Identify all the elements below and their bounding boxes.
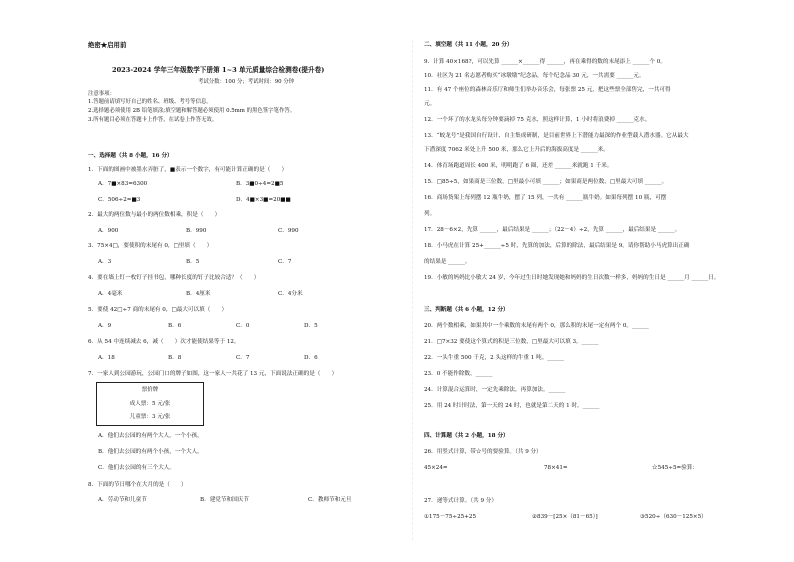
question-20: 20．两个数相乘，如果其中一个乘数的末尾有两个 0，那么积的末尾一定有两个 0。______ — [424, 323, 649, 329]
option-a[interactable]: A．劳动节和儿童节 — [98, 497, 147, 503]
expression-item: ②839－[25×（81－65）] — [532, 514, 598, 520]
question-17: 17．28－6×2，先算 ______，最后结果是 ______；（22－4）÷2，先算 ______，最后结果是 ______。 — [424, 227, 681, 233]
question-26: 26．用竖式计算，带☆号的要验算。（共 9 分） — [424, 449, 542, 455]
option-a[interactable]: A．18 — [98, 355, 115, 361]
note-item: 2.选择题必须使用 2B 铅笔填涂;填空题和解答题必须使用 0.5mm 的黑色签字笔作答。 — [88, 108, 296, 114]
column-divider — [412, 40, 413, 540]
expression-item: ③520÷（630－125×5） — [640, 514, 707, 520]
question-27: 27．递等式计算。（共 9 分） — [424, 498, 497, 504]
calc-item: 78×41= — [544, 465, 568, 471]
question-stem: 8．下面的节日哪个在大月的是（ ） — [88, 482, 187, 488]
note-item: 1.答题前请填写好自己的姓名、班级、考号等信息。 — [88, 99, 212, 105]
question-13-cont: 下潜深度 7062 米处上升 500 米，那么它上升后的海拔高度是 ______米。 — [424, 147, 609, 153]
option-d[interactable]: D．6 — [304, 355, 318, 361]
option-a[interactable]: A．4毫米 — [98, 291, 123, 297]
adult-ticket-price: 成人票：5 元/张 — [129, 401, 171, 407]
note-item: 3.所有题目必须在答题卡上作答，在试卷上作答无效。 — [88, 117, 218, 123]
section-title-judge: 三、判断题（共 6 小题，12 分） — [424, 307, 509, 313]
option-b[interactable]: B．8 — [168, 355, 182, 361]
option-b[interactable]: B．990 — [186, 228, 207, 234]
calc-item: 45×24= — [424, 465, 448, 471]
option-b[interactable]: B．6 — [168, 323, 182, 329]
question-14: 14．体育场跑道周长 400 米，明明跑了 6 圈，还差 ______米就跑 1 千米。 — [424, 163, 613, 169]
ticket-board-title: 票价牌 — [141, 387, 159, 393]
option-c[interactable]: C．教师节和元旦 — [308, 497, 352, 503]
option-c[interactable]: C．506÷2=■3 — [98, 197, 141, 203]
option-a[interactable]: A．900 — [98, 228, 119, 234]
question-10: 10．社区为 21 名志愿者购买“冰墩墩”纪念品，每个纪念品 30 元，一共需要 ______元。 — [424, 73, 645, 79]
question-11: 11．有 47 个座位的森林音乐厅和师生们举办音乐会，每张票 25 元，把这些票全部售完，一共可得 — [424, 87, 671, 93]
question-12: 12．一个坏了的水龙头每分钟要滴掉 75 克水，照这样计算，1 小时将浪费掉 ______克水。 — [424, 117, 651, 123]
question-18: 18．小马虎在计算 25+______÷5 时，先算的加法，后算的除法，最后结果是 9。请你帮助小马虎算出正确 — [424, 243, 690, 249]
ticket-price-board — [96, 382, 204, 426]
option-c[interactable]: C．7 — [236, 355, 250, 361]
option-a[interactable]: A．他们去公园的有两个大人，一个小孩。 — [98, 433, 203, 439]
option-b[interactable]: B．3■0÷4=2■5 — [236, 181, 284, 187]
question-stem: 7．一家人到公园游玩，公园门口的牌子如图，这一家人一共花了 13 元，下面说法正确的是（ ） — [88, 371, 338, 377]
question-16: 16．商场货架上每列摆 12 瓶牛奶，摆了 15 列，一共有 ______瓶牛奶。如果每列摆 10 瓶，可摆 — [424, 195, 667, 201]
option-c[interactable]: C．990 — [278, 228, 299, 234]
option-b[interactable]: B．5 — [186, 259, 200, 265]
question-13: 13．“蛟龙号”是我国自行设计、自主集成研制，是目前世界上下潜能力最深的作业型载人潜水器。它从最大 — [424, 133, 689, 139]
calc-item: ☆545÷5=验算： — [652, 465, 698, 471]
child-ticket-price: 儿童票：3 元/张 — [129, 414, 171, 420]
option-b[interactable]: B．4厘米 — [186, 291, 211, 297]
question-25: 25．用 24 时计时法，第一天的 24 时，也就是第二天的 1 时。______ — [424, 403, 600, 409]
exam-info: 考试分数：100 分；考试时间：90 分钟 — [198, 79, 295, 85]
question-stem: 4．要在墙上钉一枚钉子挂书包，哪种长度的钉子比较合适？（ ） — [88, 275, 260, 281]
option-a[interactable]: A．3 — [98, 259, 112, 265]
question-stem: 5．要使 42□÷7 商的末尾有 0，□最大可以填（ ） — [88, 307, 228, 313]
question-stem: 1．下面的图画中被墨水弄脏了，■表示一个数字，有可能计算正确的是（ ） — [88, 167, 288, 173]
question-15: 15．□85÷5，如果商是三位数，□里最小可填 ______；如果商是两位数，□里最大可填 ______。 — [424, 179, 668, 185]
expression-item: ①175－75÷25+25 — [424, 514, 477, 520]
section-title-choice: 一、选择题（共 8 小题，16 分） — [88, 153, 173, 159]
question-11-cont: 元。 — [424, 101, 436, 107]
option-c[interactable]: C．他们去公园的有三个大人。 — [98, 465, 175, 471]
option-d[interactable]: D．5 — [304, 323, 318, 329]
question-stem: 6．从 54 中连续减去 6，减（ ）次才能使结果等于 12。 — [88, 339, 240, 345]
question-21: 21．□7×32 要使这个算式的积是三位数，□里最大可以填 3。______ — [424, 339, 599, 345]
question-stem: 2．最大的两位数与最小的两位数相乘，积是（ ） — [88, 212, 221, 218]
option-c[interactable]: C．7 — [278, 259, 292, 265]
question-19: 19．小敏的妈妈比小敏大 24 岁，今年过生日时她发现她和妈妈的生日次数一样多，妈妈的生日是 ______月 ______日。 — [424, 275, 720, 281]
question-22: 22．一头牛重 500 千克，2 头这样的牛重 1 吨。______ — [424, 355, 565, 361]
section-title-calc: 四、计算题（共 2 小题，18 分） — [424, 433, 509, 439]
question-stem: 3．75×4□，要使积的末尾有 0，□里填（ ） — [88, 243, 213, 249]
secret-mark: 绝密★启用前 — [88, 41, 127, 49]
option-a[interactable]: A．7■×83=6300 — [98, 181, 148, 187]
option-c[interactable]: C．0 — [236, 323, 250, 329]
question-24: 24．计算混合运算时，一定先乘除法，再算加法。______ — [424, 387, 566, 393]
question-16-cont: 列。 — [424, 211, 436, 217]
option-b[interactable]: B．建党节和国庆节 — [200, 497, 249, 503]
option-c[interactable]: C．4分米 — [278, 291, 303, 297]
section-title-fill: 二、填空题（共 11 小题，20 分） — [424, 42, 513, 48]
notes-heading: 注意事项： — [88, 91, 115, 97]
question-18-cont: 的结果是 ______。 — [424, 259, 471, 265]
exam-title: 2023-2024 学年三年级数学下册第 1~3 单元质量综合检测卷(提升卷) — [112, 66, 325, 74]
question-9: 9．计算 40×168?，可以先算 ______×______得 ______，再在乘得的数的末尾添上 ______个 0。 — [424, 59, 666, 65]
question-23: 23．0 不能作除数。______ — [424, 371, 493, 377]
option-b[interactable]: B．他们去公园的有两个小孩，一个大人。 — [98, 449, 203, 455]
option-d[interactable]: D．4■×3■=20■■ — [236, 197, 291, 203]
option-a[interactable]: A．9 — [98, 323, 112, 329]
